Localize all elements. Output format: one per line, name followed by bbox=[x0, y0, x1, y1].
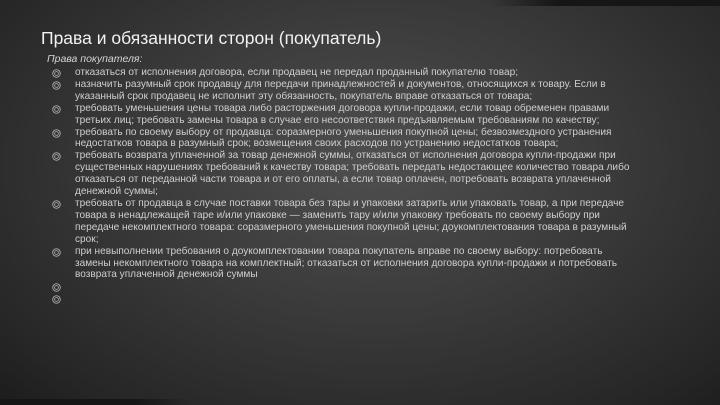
bullet-text: требовать уменьшения цены товара либо расторжения договора купли-продажи, если товар обременен правами третьих лиц; требовать замены товара в случае его несоответствия предъявляемым требованиям по качеству; bbox=[75, 102, 610, 126]
bullet-text: назначить разумный срок продавцу для передачи принадлежностей и документов, относящихся к товару. Если в указанный срок продавец не исполнит эту обязанность, покупатель вправе отказаться от товара; bbox=[75, 78, 606, 102]
circle-target-icon bbox=[52, 248, 61, 257]
bullet-item bbox=[52, 103, 632, 127]
circle-target-icon bbox=[52, 200, 61, 209]
circle-target-icon bbox=[52, 295, 61, 304]
bullet-text: требовать от продавца в случае поставки товара без тары и упаковки затарить или упаковать товар, а при передаче товара в ненадлежащей таре и/или упаковке — заменить тару и/или упаковку требовать по своему выбору при передаче некомплектного товара: соразмерного уменьшения покупной цены; доукомплектования товара в разумный срок; bbox=[75, 197, 627, 245]
circle-target-icon bbox=[52, 129, 61, 138]
bullet-item bbox=[52, 150, 632, 198]
bullet-item bbox=[52, 67, 632, 79]
bullet-text: отказаться от исполнения договора, если продавец не передал проданный покупателю товар; bbox=[75, 67, 519, 78]
bullet-item bbox=[52, 246, 632, 282]
circle-target-icon bbox=[52, 69, 61, 78]
bullet-item bbox=[52, 293, 632, 305]
bullet-item bbox=[52, 127, 632, 151]
circle-target-icon bbox=[52, 283, 61, 292]
bullet-item bbox=[52, 281, 632, 293]
circle-target-icon bbox=[52, 81, 61, 90]
slide-subtitle: Права покупателя: bbox=[47, 53, 143, 65]
bullet-item bbox=[52, 198, 632, 246]
circle-target-icon bbox=[52, 105, 61, 114]
slide-title: Права и обязанности сторон (покупатель) bbox=[41, 28, 382, 48]
bullet-text: требовать по своему выбору от продавца: соразмерного уменьшения покупной цены; безвозмездного устранения недостатков товара в разумный срок; возмещения своих расходов по устранению недостатков товара; bbox=[75, 126, 612, 150]
circle-target-icon bbox=[52, 152, 61, 161]
bullet-item bbox=[52, 79, 632, 103]
bullet-text: при невыполнении требования о доукомплектовании товара покупатель вправе по своему выбору: потребовать замены некомплектного товара на комплектный; отказаться от исполнения договора купли-продажи и потребовать возврата уплаченной денежной суммы bbox=[75, 245, 617, 281]
bullet-list bbox=[52, 67, 632, 305]
bullet-text: требовать возврата уплаченной за товар денежной суммы, отказаться от исполнения договора купли-продажи при существенных нарушениях требований к качеству товара; требовать передать недостающее количество товара либо отказаться от переданной части товара и от его оплаты, а если товар оплачен, потребовать возврата уплаченной денежной суммы; bbox=[75, 150, 630, 198]
